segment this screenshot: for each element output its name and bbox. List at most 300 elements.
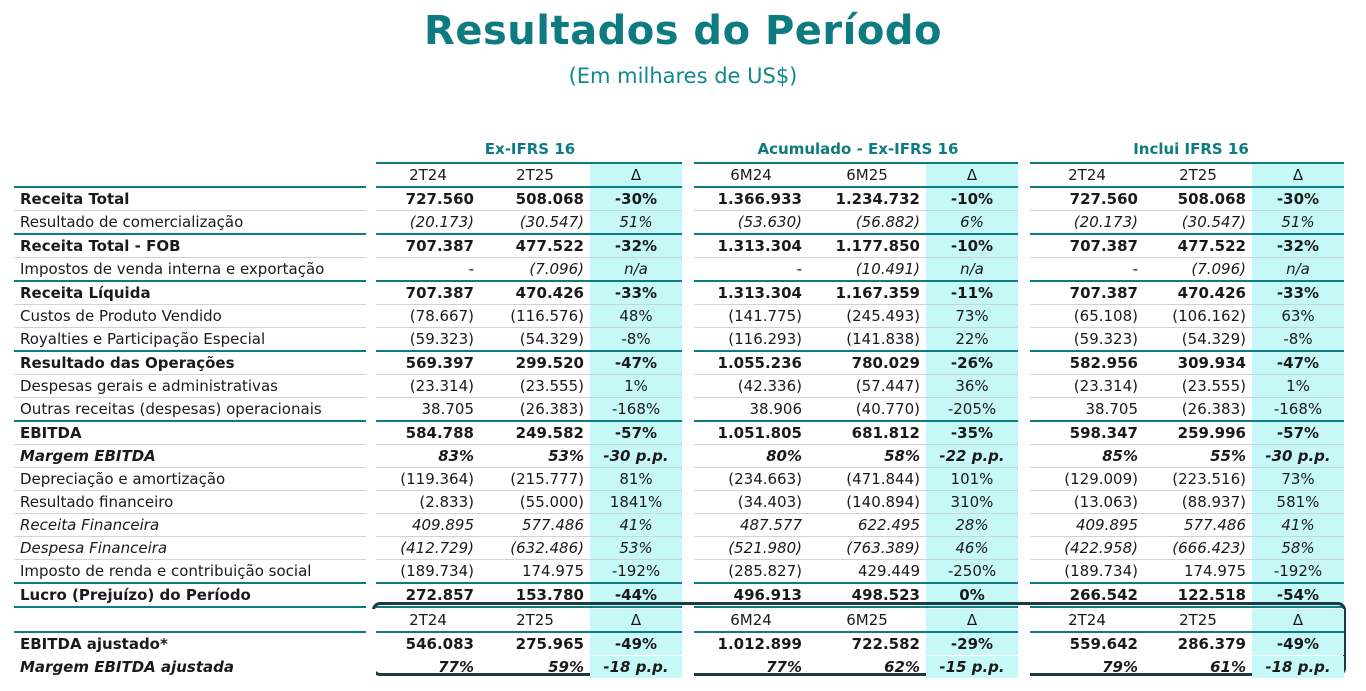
- delta-cell: 1841%: [590, 491, 682, 514]
- value-cell: 409.895: [1030, 514, 1144, 537]
- table-row: [14, 375, 1344, 398]
- column-gap: [366, 163, 376, 187]
- value-cell: 622.495: [808, 514, 926, 537]
- value-cell: 174.975: [480, 560, 590, 584]
- table-row: [14, 351, 1344, 375]
- value-cell: (65.108): [1030, 305, 1144, 328]
- column-header: 2T25: [1144, 163, 1252, 187]
- value-cell: 299.520: [480, 351, 590, 375]
- value-cell: 77%: [766, 658, 802, 676]
- delta-cell: 310%: [926, 491, 1018, 514]
- value-cell: (116.576): [480, 305, 590, 328]
- value-cell: 1.055.236: [694, 351, 808, 375]
- delta-cell: -54%: [1252, 583, 1344, 607]
- value-cell: 546.083: [405, 635, 474, 653]
- row-label: Imposto de renda e contribuição social: [14, 560, 366, 584]
- column-gap: [1018, 468, 1030, 491]
- value-cell: (26.383): [1144, 398, 1252, 422]
- row-label: Depreciação e amortização: [14, 468, 366, 491]
- delta-cell: -18 p.p.: [1252, 656, 1344, 679]
- table-row: [14, 281, 1344, 305]
- value-cell: 707.387: [1030, 234, 1144, 258]
- column-gap: [366, 445, 376, 468]
- column-gap: [1018, 398, 1030, 422]
- value-cell: (57.447): [808, 375, 926, 398]
- column-gap: [1018, 375, 1030, 398]
- value-cell: (23.555): [1144, 375, 1252, 398]
- column-gap: [682, 609, 694, 632]
- table-row: [14, 211, 1344, 235]
- delta-cell: -168%: [590, 398, 682, 422]
- value-cell: 79%: [1102, 658, 1138, 676]
- value-cell: (54.329): [1144, 328, 1252, 352]
- delta-cell: 48%: [590, 305, 682, 328]
- value-cell: 38.705: [376, 398, 480, 422]
- value-cell: (26.383): [480, 398, 590, 422]
- column-gap: [682, 328, 694, 352]
- column-gap: [682, 560, 694, 584]
- delta-cell: 36%: [926, 375, 1018, 398]
- delta-cell: -15 p.p.: [926, 656, 1018, 679]
- column-gap: [682, 491, 694, 514]
- value-cell: 275.965: [515, 635, 584, 653]
- table-row: [14, 468, 1344, 491]
- delta-cell: n/a: [1252, 258, 1344, 282]
- column-header: Δ: [926, 609, 1018, 632]
- value-cell: 59%: [548, 658, 584, 676]
- header-blank: [14, 163, 366, 187]
- delta-cell: 63%: [1252, 305, 1344, 328]
- value-cell: 498.523: [808, 583, 926, 607]
- delta-cell: -205%: [926, 398, 1018, 422]
- table-row: [14, 187, 1344, 211]
- delta-cell: -47%: [590, 351, 682, 375]
- value-cell: 470.426: [1144, 281, 1252, 305]
- delta-cell: -49%: [1252, 632, 1344, 656]
- value-cell: (106.162): [1144, 305, 1252, 328]
- delta-cell: 53%: [590, 537, 682, 560]
- column-gap: [682, 375, 694, 398]
- value-cell: 470.426: [480, 281, 590, 305]
- value-cell: (422.958): [1030, 537, 1144, 560]
- column-gap: [1018, 305, 1030, 328]
- value-cell: 1.313.304: [694, 281, 808, 305]
- delta-cell: 101%: [926, 468, 1018, 491]
- delta-cell: 28%: [926, 514, 1018, 537]
- value-cell: 266.542: [1030, 583, 1144, 607]
- delta-cell: -30%: [590, 187, 682, 211]
- table-row: [14, 328, 1344, 352]
- column-gap: [682, 211, 694, 235]
- column-header: 2T24: [376, 163, 480, 187]
- delta-cell: -30%: [1252, 187, 1344, 211]
- delta-cell: 1%: [590, 375, 682, 398]
- value-cell: (30.547): [1144, 211, 1252, 235]
- value-cell: 508.068: [1144, 187, 1252, 211]
- column-gap: [366, 211, 376, 235]
- value-cell: (412.729): [376, 537, 480, 560]
- column-gap: [366, 491, 376, 514]
- column-gap: [1018, 491, 1030, 514]
- results-table: [14, 162, 1344, 608]
- page-title: Resultados do Período: [424, 8, 942, 54]
- value-cell: (119.364): [376, 468, 480, 491]
- row-label: Receita Financeira: [14, 514, 366, 537]
- value-cell: (23.314): [1030, 375, 1144, 398]
- row-label: Lucro (Prejuízo) do Período: [14, 583, 366, 607]
- header-row: [14, 609, 1344, 632]
- value-cell: 83%: [376, 445, 480, 468]
- delta-cell: -10%: [926, 234, 1018, 258]
- column-gap: [1018, 211, 1030, 235]
- table-row: [14, 421, 1344, 445]
- column-gap: [682, 445, 694, 468]
- delta-cell: -168%: [1252, 398, 1344, 422]
- delta-cell: 58%: [1252, 537, 1344, 560]
- column-gap: [366, 514, 376, 537]
- column-gap: [1018, 421, 1030, 445]
- value-cell: 55%: [1144, 445, 1252, 468]
- row-label: Custos de Produto Vendido: [14, 305, 366, 328]
- value-cell: (59.323): [376, 328, 480, 352]
- column-gap: [1018, 234, 1030, 258]
- value-cell: (34.403): [694, 491, 808, 514]
- header-row: [14, 163, 1344, 187]
- value-cell: (129.009): [1030, 468, 1144, 491]
- value-cell: 38.705: [1030, 398, 1144, 422]
- value-cell: (215.777): [480, 468, 590, 491]
- column-gap: [682, 656, 694, 679]
- column-header: 2T25: [1144, 609, 1252, 632]
- column-gap: [682, 234, 694, 258]
- column-gap: [1018, 187, 1030, 211]
- column-gap: [366, 281, 376, 305]
- value-cell: 1.313.304: [694, 234, 808, 258]
- column-gap: [1018, 281, 1030, 305]
- row-label: Despesa Financeira: [14, 537, 366, 560]
- delta-cell: -57%: [590, 421, 682, 445]
- column-header: Δ: [590, 163, 682, 187]
- value-cell: 598.347: [1030, 421, 1144, 445]
- value-cell: (189.734): [1030, 560, 1144, 584]
- delta-cell: 41%: [590, 514, 682, 537]
- value-cell: (245.493): [808, 305, 926, 328]
- column-gap: [682, 163, 694, 187]
- value-cell: 477.522: [1144, 234, 1252, 258]
- delta-cell: -32%: [1252, 234, 1344, 258]
- delta-cell: 581%: [1252, 491, 1344, 514]
- value-cell: 53%: [480, 445, 590, 468]
- column-gap: [366, 258, 376, 282]
- column-header: Δ: [926, 163, 1018, 187]
- header-blank: [14, 609, 366, 632]
- delta-cell: -8%: [1252, 328, 1344, 352]
- column-gap: [1018, 258, 1030, 282]
- value-cell: (20.173): [1030, 211, 1144, 235]
- column-gap: [682, 258, 694, 282]
- delta-cell: 46%: [926, 537, 1018, 560]
- column-gap: [682, 537, 694, 560]
- value-cell: (42.336): [694, 375, 808, 398]
- value-cell: 409.895: [376, 514, 480, 537]
- delta-cell: -49%: [590, 632, 682, 656]
- value-cell: 61%: [1210, 658, 1246, 676]
- value-cell: 1.177.850: [808, 234, 926, 258]
- value-cell: (666.423): [1144, 537, 1252, 560]
- value-cell: 1.051.805: [694, 421, 808, 445]
- row-label: Resultado das Operações: [14, 351, 366, 375]
- column-header: Δ: [1252, 163, 1344, 187]
- column-gap: [366, 468, 376, 491]
- column-gap: [1018, 351, 1030, 375]
- value-cell: -: [1030, 258, 1144, 282]
- row-label: Receita Total - FOB: [14, 234, 366, 258]
- delta-cell: -57%: [1252, 421, 1344, 445]
- column-gap: [366, 187, 376, 211]
- column-gap: [366, 328, 376, 352]
- delta-cell: -44%: [590, 583, 682, 607]
- delta-cell: 41%: [1252, 514, 1344, 537]
- value-cell: 249.582: [480, 421, 590, 445]
- value-cell: 722.582: [851, 635, 920, 653]
- delta-cell: -11%: [926, 281, 1018, 305]
- value-cell: 1.366.933: [694, 187, 808, 211]
- column-header: 6M24: [694, 609, 808, 632]
- value-cell: 286.379: [1177, 635, 1246, 653]
- row-label: Outras receitas (despesas) operacionais: [14, 398, 366, 422]
- value-cell: (7.096): [1144, 258, 1252, 282]
- table-row: [14, 234, 1344, 258]
- value-cell: 1.167.359: [808, 281, 926, 305]
- value-cell: 707.387: [376, 234, 480, 258]
- column-gap: [366, 609, 376, 632]
- value-cell: 80%: [694, 445, 808, 468]
- column-gap: [366, 656, 376, 679]
- value-cell: 62%: [884, 658, 920, 676]
- column-gap: [366, 351, 376, 375]
- value-cell: 77%: [438, 658, 474, 676]
- value-cell: (140.894): [808, 491, 926, 514]
- column-gap: [682, 305, 694, 328]
- value-cell: (632.486): [480, 537, 590, 560]
- column-gap: [366, 305, 376, 328]
- delta-cell: 73%: [926, 305, 1018, 328]
- value-cell: (23.314): [376, 375, 480, 398]
- row-label: Resultado financeiro: [14, 491, 366, 514]
- column-gap: [682, 468, 694, 491]
- delta-cell: 6%: [926, 211, 1018, 235]
- delta-cell: -29%: [926, 632, 1018, 656]
- value-cell: (20.173): [376, 211, 480, 235]
- delta-cell: n/a: [590, 258, 682, 282]
- table-row: [14, 445, 1344, 468]
- value-cell: (13.063): [1030, 491, 1144, 514]
- value-cell: 727.560: [1030, 187, 1144, 211]
- column-gap: [366, 632, 376, 656]
- value-cell: 38.906: [694, 398, 808, 422]
- value-cell: (54.329): [480, 328, 590, 352]
- value-cell: 58%: [808, 445, 926, 468]
- column-gap: [682, 398, 694, 422]
- table-row: [14, 491, 1344, 514]
- value-cell: 259.996: [1144, 421, 1252, 445]
- delta-cell: -33%: [1252, 281, 1344, 305]
- row-label: Royalties e Participação Especial: [14, 328, 366, 352]
- value-cell: 577.486: [480, 514, 590, 537]
- row-label: Margem EBITDA ajustada: [20, 658, 235, 676]
- delta-cell: -192%: [1252, 560, 1344, 584]
- delta-cell: -10%: [926, 187, 1018, 211]
- table-row: [14, 514, 1344, 537]
- column-header: 2T24: [1030, 163, 1144, 187]
- column-gap: [682, 281, 694, 305]
- value-cell: 122.518: [1144, 583, 1252, 607]
- column-gap: [1018, 537, 1030, 560]
- delta-cell: -30 p.p.: [1252, 445, 1344, 468]
- value-cell: (23.555): [480, 375, 590, 398]
- value-cell: (521.980): [694, 537, 808, 560]
- table-row: [14, 305, 1344, 328]
- row-label: Resultado de comercialização: [14, 211, 366, 235]
- value-cell: 577.486: [1144, 514, 1252, 537]
- value-cell: 559.642: [1069, 635, 1138, 653]
- column-gap: [1018, 514, 1030, 537]
- table-row: [14, 560, 1344, 584]
- delta-cell: 51%: [1252, 211, 1344, 235]
- value-cell: -: [694, 258, 808, 282]
- column-gap: [366, 234, 376, 258]
- row-label: Receita Total: [14, 187, 366, 211]
- column-gap: [682, 514, 694, 537]
- value-cell: 584.788: [376, 421, 480, 445]
- value-cell: 174.975: [1144, 560, 1252, 584]
- delta-cell: -250%: [926, 560, 1018, 584]
- delta-cell: 0%: [926, 583, 1018, 607]
- value-cell: (78.667): [376, 305, 480, 328]
- group-header-acumulado: Acumulado - Ex-IFRS 16: [757, 140, 959, 158]
- value-cell: 85%: [1030, 445, 1144, 468]
- value-cell: 496.913: [694, 583, 808, 607]
- value-cell: (30.547): [480, 211, 590, 235]
- table-row: [14, 258, 1344, 282]
- value-cell: 1.234.732: [808, 187, 926, 211]
- column-header: 6M25: [808, 609, 926, 632]
- delta-cell: -192%: [590, 560, 682, 584]
- group-header-inclui-ifrs16: Inclui IFRS 16: [1133, 140, 1249, 158]
- value-cell: 153.780: [480, 583, 590, 607]
- group-header-ex-ifrs16: Ex-IFRS 16: [484, 140, 576, 158]
- column-gap: [366, 537, 376, 560]
- value-cell: (285.827): [694, 560, 808, 584]
- delta-cell: 81%: [590, 468, 682, 491]
- row-label: Receita Líquida: [14, 281, 366, 305]
- column-header: 6M25: [808, 163, 926, 187]
- value-cell: (471.844): [808, 468, 926, 491]
- column-gap: [1018, 328, 1030, 352]
- row-label: Margem EBITDA: [14, 445, 366, 468]
- value-cell: 508.068: [480, 187, 590, 211]
- value-cell: (141.775): [694, 305, 808, 328]
- delta-cell: 22%: [926, 328, 1018, 352]
- column-gap: [1018, 163, 1030, 187]
- column-header: Δ: [1252, 609, 1344, 632]
- column-header: Δ: [590, 609, 682, 632]
- value-cell: (40.770): [808, 398, 926, 422]
- value-cell: (55.000): [480, 491, 590, 514]
- delta-cell: -26%: [926, 351, 1018, 375]
- column-gap: [1018, 560, 1030, 584]
- delta-cell: 73%: [1252, 468, 1344, 491]
- value-cell: 309.934: [1144, 351, 1252, 375]
- row-label: Impostos de venda interna e exportação: [14, 258, 366, 282]
- column-gap: [1018, 632, 1030, 656]
- row-label: EBITDA: [14, 421, 366, 445]
- value-cell: 681.812: [808, 421, 926, 445]
- value-cell: 707.387: [376, 281, 480, 305]
- column-gap: [682, 421, 694, 445]
- delta-cell: 51%: [590, 211, 682, 235]
- value-cell: 272.857: [376, 583, 480, 607]
- value-cell: (141.838): [808, 328, 926, 352]
- value-cell: -: [376, 258, 480, 282]
- value-cell: 780.029: [808, 351, 926, 375]
- value-cell: (2.833): [376, 491, 480, 514]
- column-gap: [1018, 445, 1030, 468]
- value-cell: 1.012.899: [717, 635, 802, 653]
- column-gap: [1018, 656, 1030, 679]
- value-cell: 582.956: [1030, 351, 1144, 375]
- value-cell: (234.663): [694, 468, 808, 491]
- column-gap: [682, 351, 694, 375]
- table-row: [14, 537, 1344, 560]
- value-cell: (53.630): [694, 211, 808, 235]
- adjusted-table: [14, 609, 1344, 678]
- column-header: 2T25: [480, 163, 590, 187]
- page-subtitle: (Em milhares de US$): [568, 64, 798, 88]
- column-gap: [682, 632, 694, 656]
- column-gap: [366, 560, 376, 584]
- value-cell: 487.577: [694, 514, 808, 537]
- delta-cell: -18 p.p.: [590, 656, 682, 679]
- delta-cell: -33%: [590, 281, 682, 305]
- value-cell: 569.397: [376, 351, 480, 375]
- value-cell: 477.522: [480, 234, 590, 258]
- delta-cell: -8%: [590, 328, 682, 352]
- value-cell: (223.516): [1144, 468, 1252, 491]
- column-header: 2T24: [376, 609, 480, 632]
- delta-cell: -35%: [926, 421, 1018, 445]
- value-cell: (763.389): [808, 537, 926, 560]
- column-header: 2T25: [480, 609, 590, 632]
- column-gap: [366, 421, 376, 445]
- value-cell: 727.560: [376, 187, 480, 211]
- value-cell: (7.096): [480, 258, 590, 282]
- table-row: [14, 656, 1344, 679]
- row-label: Despesas gerais e administrativas: [14, 375, 366, 398]
- delta-cell: -32%: [590, 234, 682, 258]
- delta-cell: n/a: [926, 258, 1018, 282]
- value-cell: (10.491): [808, 258, 926, 282]
- value-cell: (189.734): [376, 560, 480, 584]
- row-label: EBITDA ajustado*: [14, 632, 366, 656]
- value-cell: (88.937): [1144, 491, 1252, 514]
- column-header: 2T24: [1030, 609, 1144, 632]
- column-gap: [366, 398, 376, 422]
- value-cell: 707.387: [1030, 281, 1144, 305]
- value-cell: (56.882): [808, 211, 926, 235]
- delta-cell: -30 p.p.: [590, 445, 682, 468]
- table-row: [14, 632, 1344, 656]
